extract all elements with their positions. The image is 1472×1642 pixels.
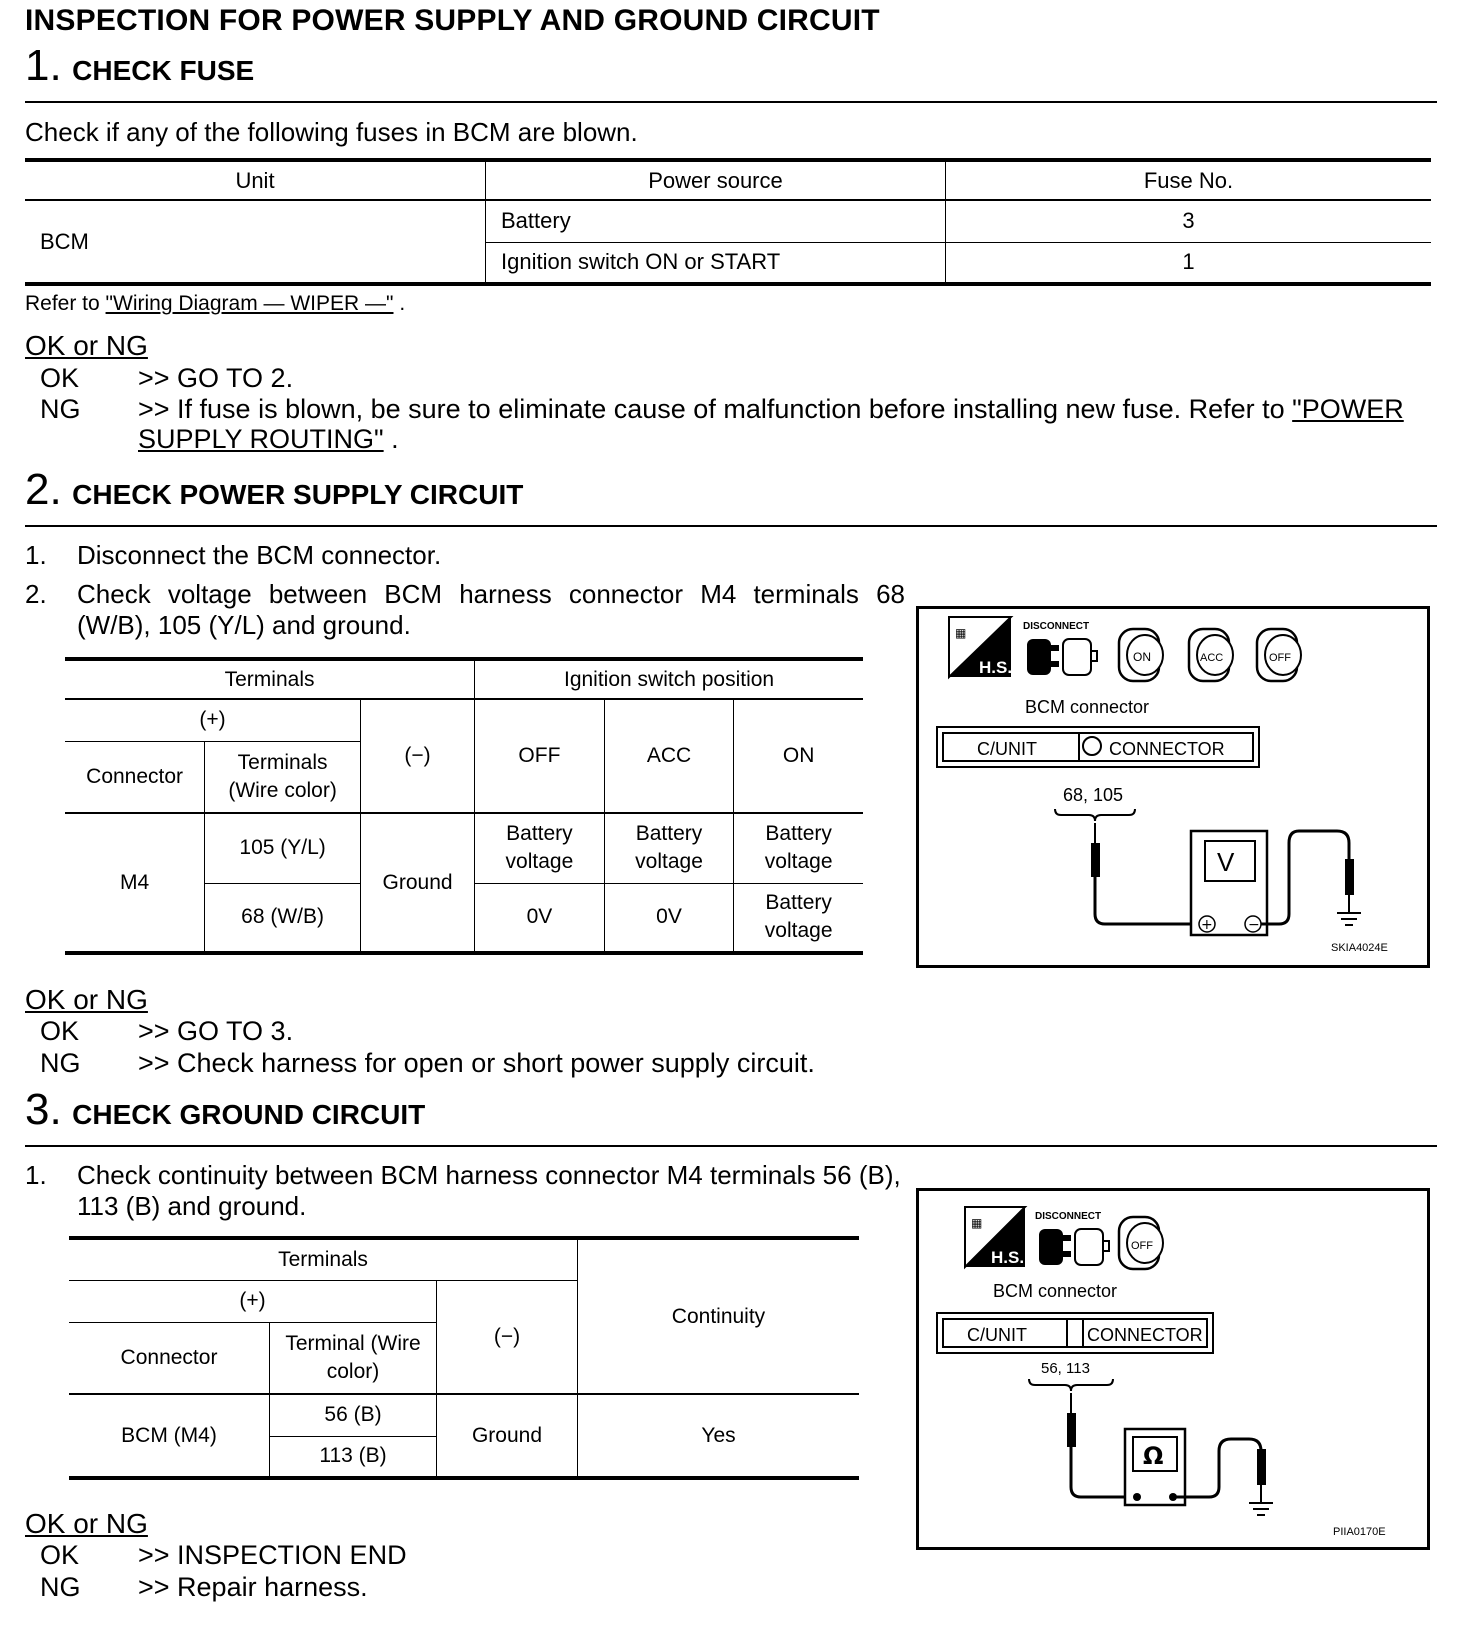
bcm-connector-label: BCM connector [993, 1281, 1118, 1301]
svg-text:ACC: ACC [1200, 652, 1224, 664]
step3-ng-text: >> Repair harness. [138, 1572, 368, 1602]
refer-line [25, 292, 405, 316]
ct-yes: Yes [578, 1394, 860, 1478]
list-item [25, 1160, 905, 1221]
table-cell: Battery voltage [475, 813, 605, 883]
list-item [25, 540, 442, 571]
step1-divider [25, 101, 1437, 103]
continuity-figure [916, 1188, 1430, 1550]
hs-icon [949, 617, 1012, 677]
wiring-diagram-link[interactable]: "Wiring Diagram — WIPER —" [105, 292, 394, 315]
vt-ground: Ground [360, 813, 474, 953]
fuse-unit: BCM [25, 200, 486, 284]
step3-ok-text: >> INSPECTION END [138, 1540, 407, 1570]
table-cell: Battery voltage [764, 822, 833, 874]
refer-prefix: Refer to [25, 292, 100, 315]
figure-code: PIIA0170E [1333, 1526, 1386, 1538]
voltage-table [65, 657, 863, 955]
svg-text:C/UNIT: C/UNIT [977, 739, 1037, 759]
step2-number: 2. [25, 465, 62, 514]
step3-divider [25, 1145, 1437, 1147]
pins-brace [1055, 809, 1135, 821]
fuse-header-fuse: Fuse No. [1143, 167, 1234, 193]
step3-title: CHECK GROUND CIRCUIT [72, 1099, 426, 1130]
table-cell: 0V [475, 883, 605, 953]
disconnect-icon [1023, 621, 1097, 675]
step2-ng-key: NG [40, 1048, 81, 1078]
svg-text:OFF: OFF [1131, 1240, 1153, 1252]
step1-title: CHECK FUSE [72, 55, 255, 86]
list-item [25, 579, 905, 640]
step2-okng-label: OK or NG [25, 984, 148, 1015]
step2-header [25, 465, 524, 514]
table-cell: 105 (Y/L) [205, 813, 361, 883]
step3-okng-label: OK or NG [25, 1508, 148, 1539]
svg-text:H.S.: H.S. [979, 658, 1013, 677]
key-off-icon [1257, 629, 1301, 681]
svg-text:DISCONNECT: DISCONNECT [1035, 1211, 1102, 1222]
hs-icon [965, 1207, 1025, 1267]
ct-ground: Ground [437, 1394, 578, 1478]
voltage-figure [916, 606, 1430, 968]
vt-header-terminals: Terminals [65, 659, 475, 699]
voltmeter-circuit [1091, 823, 1361, 935]
step3-number: 3. [25, 1085, 62, 1134]
step1-okng-label: OK or NG [25, 330, 148, 361]
step1-ok-key: OK [40, 363, 80, 393]
step1-header [25, 41, 255, 90]
step3-ng-key: NG [40, 1572, 81, 1602]
power-supply-routing-link[interactable]: "POWER SUPPLY ROUTING" [138, 394, 1404, 454]
pins-brace [1029, 1379, 1113, 1391]
table-cell: Battery voltage [604, 813, 734, 883]
table-row: Battery [486, 200, 946, 242]
continuity-diagram [919, 1191, 1427, 1547]
pins-label: 68, 105 [1063, 785, 1124, 805]
ct-plus: (+) [69, 1280, 437, 1322]
ct-minus: (−) [437, 1280, 578, 1394]
step1-ok-text: >> GO TO 2. [138, 363, 294, 393]
table-cell: 56 (B) [270, 1394, 437, 1436]
svg-text:▦: ▦ [955, 626, 967, 640]
step1-instruction: Check if any of the following fuses in BCM are blown. [25, 117, 638, 147]
table-cell: 3 [1182, 208, 1195, 234]
voltage-diagram [919, 609, 1427, 965]
list-item-text: Disconnect the BCM connector. [77, 540, 442, 570]
key-acc-icon [1189, 629, 1233, 681]
ct-connector: Connector [69, 1322, 270, 1394]
ct-header-continuity: Continuity [578, 1238, 860, 1394]
vt-connector: Connector [65, 741, 205, 813]
vt-header-ign: Ignition switch position [563, 667, 775, 691]
svg-text:C/UNIT: C/UNIT [967, 1325, 1027, 1345]
table-cell: 113 (B) [270, 1436, 437, 1478]
disconnect-icon [1035, 1211, 1109, 1265]
step1-number: 1. [25, 41, 62, 90]
ct-conn-val: BCM (M4) [69, 1394, 270, 1478]
vt-minus: (−) [360, 699, 474, 813]
list-item-text: Check voltage between BCM harness connector M4 terminals 68 (W/B), 105 (Y/L) and ground. [77, 579, 905, 640]
table-cell: 1 [1182, 249, 1195, 275]
step1-ng-key: NG [40, 394, 81, 424]
step1-ng-text-main: >> If fuse is blown, be sure to eliminate cause of malfunction before installing new fuse. Refer to [138, 394, 1285, 424]
bcm-connector [937, 727, 1259, 767]
refer-suffix: . [399, 292, 406, 315]
svg-text:+: + [1201, 917, 1213, 933]
step2-divider [25, 525, 1437, 527]
svg-text:DISCONNECT: DISCONNECT [1023, 621, 1090, 632]
vt-on: ON [734, 699, 863, 813]
fuse-header-source: Power source [486, 160, 946, 200]
step2-ng-text: >> Check harness for open or short power supply circuit. [138, 1048, 815, 1078]
key-off-icon [1119, 1217, 1163, 1269]
list-item-number: 1. [25, 1160, 47, 1190]
list-item-text: Check continuity between BCM harness connector M4 terminals 56 (B), 113 (B) and ground. [77, 1160, 901, 1221]
bcm-connector [937, 1313, 1213, 1353]
ct-terminal-wire: Terminal (Wire color) [270, 1322, 437, 1394]
table-row: Ignition switch ON or START [486, 242, 946, 284]
table-cell: 0V [604, 883, 734, 953]
vt-conn-val: M4 [65, 813, 205, 953]
svg-text:ON: ON [1133, 650, 1151, 664]
ct-header-terminals: Terminals [69, 1238, 578, 1280]
step1-ng-text [138, 394, 1428, 454]
step2-ok-key: OK [40, 1016, 80, 1046]
vt-plus: (+) [65, 699, 360, 741]
ohmmeter-circuit [1067, 1393, 1273, 1515]
key-on-icon [1119, 629, 1163, 681]
figure-code: SKIA4024E [1331, 942, 1388, 954]
step3-ok-key: OK [40, 1540, 80, 1570]
step2-title: CHECK POWER SUPPLY CIRCUIT [72, 479, 524, 510]
svg-text:H.S.: H.S. [991, 1248, 1025, 1267]
continuity-table [69, 1236, 859, 1480]
svg-text:▦: ▦ [971, 1216, 983, 1230]
vt-terminals-wire: Terminals (Wire color) [205, 741, 361, 813]
list-item-number: 2. [25, 579, 47, 609]
step3-header [25, 1085, 426, 1134]
voltmeter-label: V [1217, 847, 1235, 877]
bcm-connector-label: BCM connector [1025, 697, 1150, 717]
ohmmeter-label: Ω [1143, 1442, 1164, 1470]
pins-label: 56, 113 [1041, 1360, 1090, 1377]
fuse-header-unit: Unit [25, 160, 486, 200]
svg-text:OFF: OFF [1269, 652, 1291, 664]
svg-text:CONNECTOR: CONNECTOR [1109, 739, 1225, 759]
page-title: INSPECTION FOR POWER SUPPLY AND GROUND CIRCUIT [25, 4, 880, 37]
vt-off: OFF [475, 699, 605, 813]
table-cell: 68 (W/B) [205, 883, 361, 953]
fuse-table [25, 158, 1431, 286]
step1-ng-suffix: . [391, 424, 399, 454]
svg-text:−: − [1248, 917, 1260, 933]
list-item-number: 1. [25, 540, 47, 570]
vt-acc: ACC [604, 699, 734, 813]
table-cell: Battery voltage [764, 891, 833, 943]
step2-ok-text: >> GO TO 3. [138, 1016, 294, 1046]
svg-text:CONNECTOR: CONNECTOR [1087, 1325, 1203, 1345]
